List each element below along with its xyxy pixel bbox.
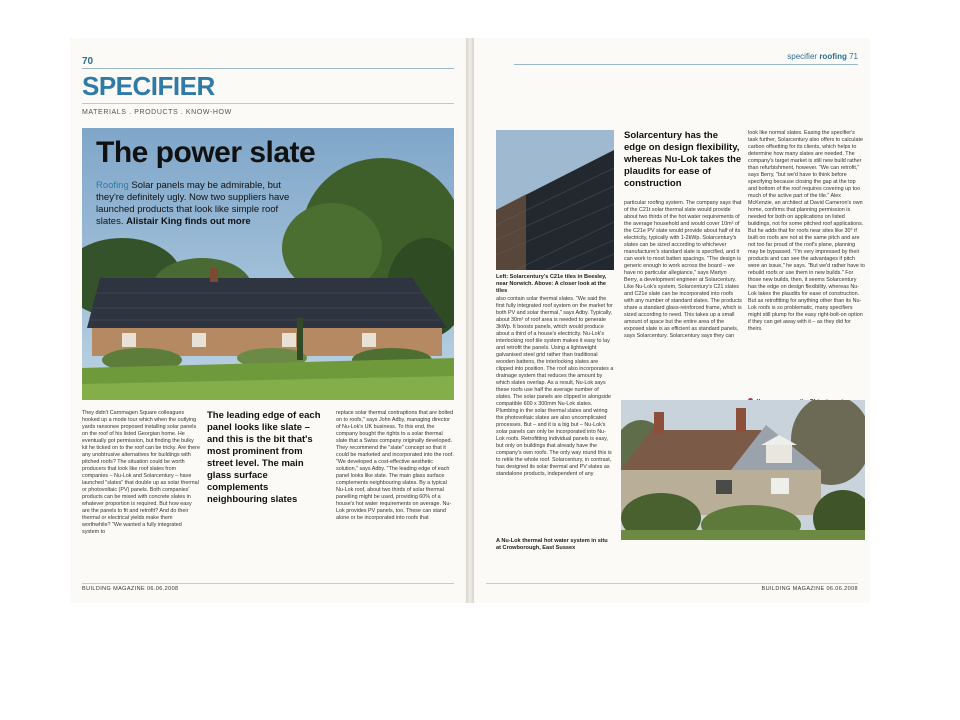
breadcrumb: MATERIALS . PRODUCTS . KNOW-HOW <box>82 109 232 116</box>
standfirst <box>96 180 306 228</box>
solar-slate-roof-illustration <box>496 130 614 270</box>
header-rule <box>82 68 454 69</box>
photo-caption-house: A Nu-Lok thermal hot water system in situ at Crowborough, East Sussex <box>496 538 608 551</box>
page-gutter <box>466 38 474 603</box>
body-column-3: replace solar thermal contraptions that are bolted on to roofs," says John Adby, managing director of Nu-Lok's UK business. To this end, the company bought the rights to a solar thermal slate that a Swiss company originally developed. They recommend the "slate" concept so that it could be marketed and incorporated into the roof. "We developed a cost-effective aesthetic solution," says Adby. "The leading edge of each panel looks like slate. The main glass surface complements neighbouring slates. By a typical Nu-Lok roof, about two thirds of solar thermal panelling might be used, providing 60% of a house's hot water requirements on average. Nu-Lok provides PV panels, too. These can stand alone or be incorporated into roofs that <box>336 410 454 521</box>
body-column-2: particular roofing system. The company says that of the C21t solar thermal slate would provide about two thirds of the hot water requirements of the average household and would cover 10m² of the C21e PV slate would provide about half of its electricity, typically with 1-2kWp. Solarcentury's slates can be sized according to whichever manufacturer's standard slate is specified, and it can work to most batten spacings. "The design is generic enough to work across the board – we have no particular allegiance," says Martyn Berry, a development engineer at Solarcentury. Like Nu-Lok's system, Solarcentury's C21 slates and C21e slate can be incorporated into roofs with any number of standard slates. The products share a standard glass-reinforced frame, which is sized according to need. This takes up a small amount of space but the entire area of the exposed slate is as efficient as standard panels, says Solarcentury. Solarcentury says they can <box>624 200 742 339</box>
page-footer-left: BUILDING MAGAZINE 06.06.2008 <box>82 586 179 592</box>
house-with-thermal-system-illustration <box>621 400 865 540</box>
page-number-right: 71 <box>849 52 858 61</box>
section-label: specifier <box>787 52 818 61</box>
body-column-1: They didn't Carnmagen Square colleagues hooked up a mode tour which when the outlying yards ransonee proposed installing solar panels on the roof of his listed Georgian home. He eventually got permission, but finding the bulky kit he ticked on to the roof can be tricky. Are there any unobtrusive alternatives for buildings with pitched roofs? The situation could be worth producers that look like roof slates from companies – Nu-Lok and Solarcentury – have launched "slates" that double up as solar thermal or photovoltaic (PV) panels. Both companies' products can be mixed with concrete slates in whatever proportion is required. But how easy are the panels to fit and retrofit? And do their thermal or electrical yields make them worthwhile? "We wanted a fully integrated system to <box>82 410 200 535</box>
header-rule <box>514 64 858 65</box>
right-page <box>474 38 870 603</box>
running-header <box>787 52 858 61</box>
page-number-left: 70 <box>82 56 94 67</box>
left-page <box>70 38 466 603</box>
article-headline: The power slate <box>96 136 316 169</box>
solar-slate-roof-photo <box>496 130 614 270</box>
standfirst-text: Solar panels may be admirable, but they're definitely ugly. Now two suppliers have launched products that look like simple roof slates. <box>96 180 290 227</box>
pull-quote: The leading edge of each panel looks like slate – and this is the bit that's most prominent from street level. The main glass surface complements neighbouring slates <box>207 410 321 505</box>
footer-rule <box>486 583 858 584</box>
house-photo <box>621 400 865 540</box>
deck-quote: Solarcentury has the edge on design flexibility, whereas Nu-Lok takes the plaudits for ease of construction <box>624 130 742 189</box>
author-line: Alistair King finds out more <box>126 216 251 227</box>
hero-photo <box>82 128 454 400</box>
photo-caption-roof: Left: Solarcentury's C21e tiles in Beesley, near Norwich. Above: A closer look at the tiles <box>496 274 607 294</box>
header-rule <box>82 103 454 104</box>
section-topic: roofing <box>819 52 847 61</box>
page-footer-right: BUILDING MAGAZINE 06.06.2008 <box>761 586 858 592</box>
magazine-spread <box>70 38 870 603</box>
footer-rule <box>82 583 454 584</box>
section-title: SPECIFIER <box>82 71 215 101</box>
category-label: Roofing <box>96 180 129 191</box>
body-column-3: look like normal slates. Easing the specifier's task further, Solarcentury also offers to calculate carbon offsetting for its clients, which helps to determine how many slates are needed. The company's target market is still new build rather than refurbishment, however. "We can retrofit," says Berry, "but we'd have to think before specifying because closing the gap at the top and bottom of the roof requires covering up too much of the active part of the tile." Alex McKenzie, an architect at David Cameron's own home, confirms that planning permission is needed for both on applications on listed buildings, not for some pitched roof applications. But he adds that for roofs near sites like 30° if built on roofs are not at the same pitch and are not too far proud of the roof's plane, planning may be bypassed. "I'm very impressed by their products and can see the advantages if pitch were an issue," he says. "But we'd rather have to rebuild roofs or use them in new builds." For those new builds, then, it seems Solarcentury has the edge on design flexibility, whereas Nu-Lok takes the plaudits for ease of construction. But as retrofitting for anything other than its Nu-Lok roofs is so problematic, many specifiers might still plump for the easy right-bolt-on option if they can get away with it – as they did for theirs. <box>748 130 865 332</box>
body-column-1: also contain solar thermal slates. "We said the first fully integrated roof system on the market for both PV and solar thermal," says Adby. Typically, about 30m² of roof area is needed to generate 3kWp. It boosts panels, which would produce about a third of a house's electricity. Nu-Lok's interlocking roof tile system makes it easy to lay and retrofit the panels. Using a lightweight galvanised steel grid rather than traditional wooden battens, the interlocking slates are clipped into position. The roof also incorporates a drainage system that reduces the amount by which slates overlap. As a result, Nu-Lok says these roofs use half the average number of slates. The solar panels are clipped in alongside compatible 600 x 300mm Nu-Lok slates. Plumbing in the solar thermal slates and wiring the photovoltaic slates are also uncomplicated processes. But – and it is a big but – Nu-Lok's solar panels can only be incorporated into Nu-Lok roofs. Retrofitting individual panels is easy, but only on buildings that already have the company's own roofs. The only way round this is to retile the whole roof. Solarcentury, in contrast, has designed its solar thermal and PV slates as standalone products, independent of any <box>496 296 614 477</box>
